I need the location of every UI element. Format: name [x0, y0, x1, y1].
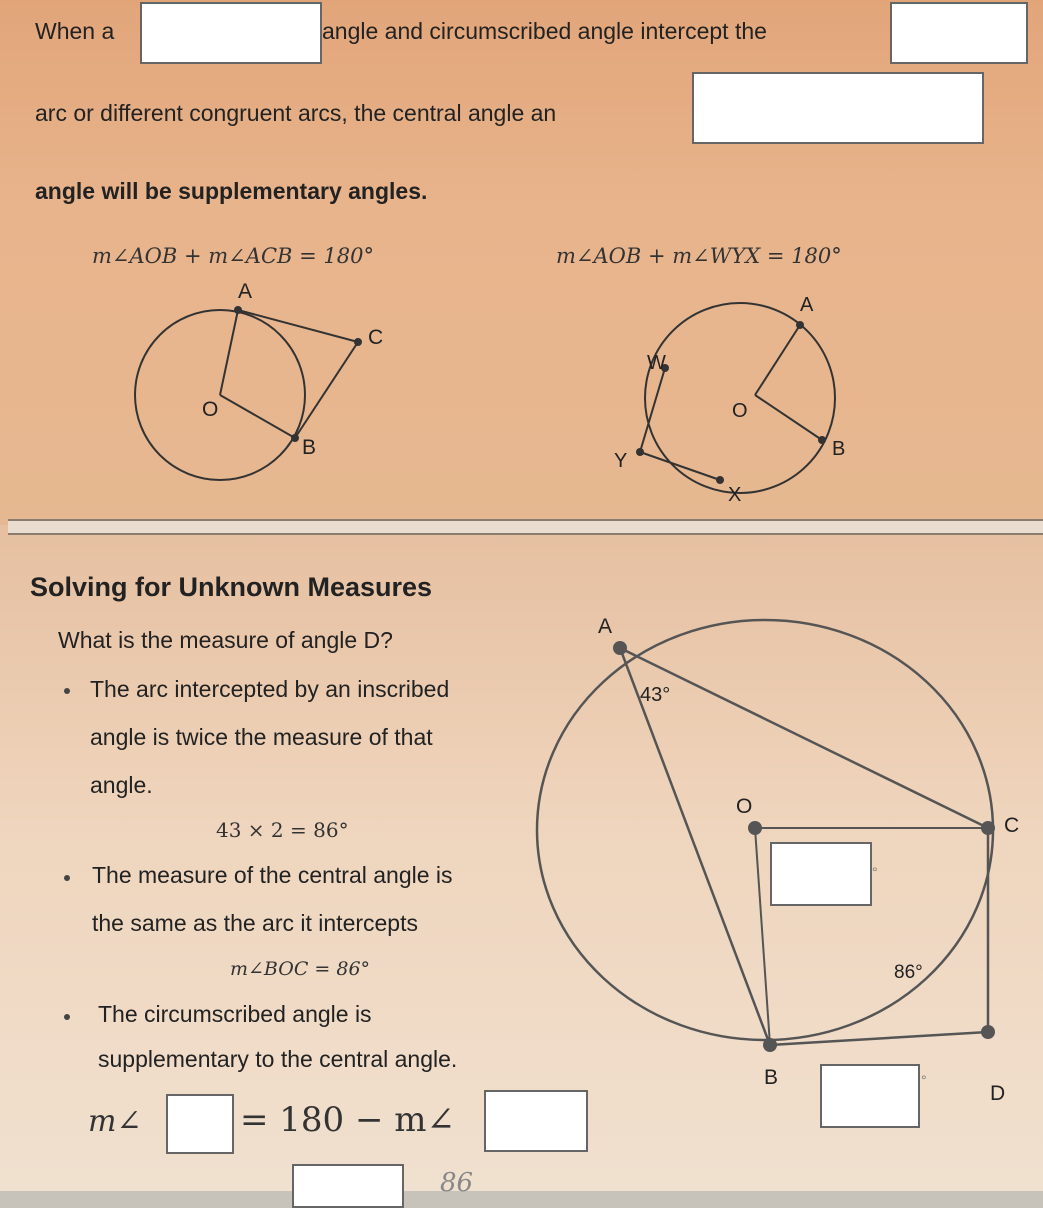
figure1-diagram: [135, 306, 362, 480]
intro-text-1a: When a: [35, 18, 115, 44]
bullet1-line3: angle.: [90, 772, 153, 798]
fig3-point-a: [613, 641, 627, 655]
equation-left: m∠: [88, 1104, 142, 1139]
fig2-tangent-wy: [640, 368, 665, 452]
fig2-label-a: A: [800, 294, 814, 316]
fig2-point-a: [796, 321, 804, 329]
fig2-label-x: X: [728, 484, 742, 506]
answer-central-angle-input[interactable]: [484, 1090, 588, 1152]
bullet-1: [64, 688, 70, 694]
fig1-label-b: B: [302, 436, 317, 459]
fig3-chord-ab: [620, 648, 770, 1045]
fig3-chord-ac: [620, 648, 988, 828]
fig2-label-y: Y: [614, 450, 628, 472]
fig3-label-d: D: [990, 1082, 1006, 1105]
fig2-point-y: [636, 448, 644, 456]
angle-d-answer-input[interactable]: [820, 1064, 920, 1128]
degree-mark-d: °: [921, 1072, 927, 1088]
fig1-label-o: O: [202, 398, 219, 421]
fig2-label-w: W: [647, 352, 666, 374]
fig2-tangent-yx: [640, 452, 720, 480]
fig3-point-d: [981, 1025, 995, 1039]
fig1-label-a: A: [238, 280, 253, 303]
fig2-radius-ob: [755, 395, 822, 440]
equation-mid: = 180 − m∠: [240, 1100, 456, 1140]
fig1-tangent-ac: [238, 310, 358, 342]
bullet-2: [64, 875, 70, 881]
fig3-angle-a-value: 43°: [640, 684, 671, 706]
intro-text-3: angle will be supplementary angles.: [35, 178, 428, 204]
equation-bottom-partial: 86: [440, 1168, 474, 1198]
fig1-label-c: C: [368, 326, 384, 349]
figure3-diagram: [537, 620, 995, 1052]
answer-result-input[interactable]: [292, 1164, 404, 1208]
fig2-radius-oa: [755, 325, 800, 395]
fig3-point-c: [981, 821, 995, 835]
bullet3-line1: The circumscribed angle is: [98, 1001, 372, 1027]
fig3-label-b: B: [764, 1066, 779, 1089]
fig1-radius-oa: [220, 310, 238, 395]
fig2-label-o: O: [732, 400, 748, 422]
bullet1-line1: The arc intercepted by an inscribed: [90, 676, 450, 702]
calc-43x2: 43 × 2 = 86°: [216, 818, 349, 842]
bullet2-line1: The measure of the central angle is: [92, 862, 453, 888]
answer-angle-input[interactable]: [166, 1094, 234, 1154]
fig1-radius-ob: [220, 395, 295, 438]
fig2-point-b: [818, 436, 826, 444]
fig1-point-a: [234, 306, 242, 314]
fig3-label-a: A: [598, 615, 613, 638]
fig2-label-b: B: [832, 438, 846, 460]
fig3-point-o: [748, 821, 762, 835]
calc-boc: m∠BOC = 86°: [230, 958, 371, 980]
bullet2-line2: the same as the arc it intercepts: [92, 910, 418, 936]
formula-aob-wyx: m∠AOB + m∠WYX = 180°: [556, 244, 842, 268]
bullet-3: [64, 1014, 70, 1020]
fig3-arc-bc-value: 86°: [894, 962, 923, 983]
fig3-tangent-bd: [770, 1032, 988, 1045]
bullet1-line2: angle is twice the measure of that: [90, 724, 433, 750]
fig3-point-b: [763, 1038, 777, 1052]
fig3-label-o: O: [736, 795, 753, 818]
fig3-label-c: C: [1004, 814, 1020, 837]
fig1-point-c: [354, 338, 362, 346]
degree-mark-central: °: [872, 864, 878, 880]
fig1-point-b: [291, 434, 299, 442]
bullet3-line2: supplementary to the central angle.: [98, 1046, 458, 1072]
formula-aob-acb: m∠AOB + m∠ACB = 180°: [92, 244, 374, 268]
question-text: What is the measure of angle D?: [58, 627, 393, 653]
section-title: Solving for Unknown Measures: [30, 572, 433, 602]
intro-text-2: arc or different congruent arcs, the central angle an: [35, 100, 557, 126]
intro-text-1b: angle and circumscribed angle intercept the: [322, 18, 767, 44]
fig2-point-x: [716, 476, 724, 484]
central-angle-answer-input[interactable]: [770, 842, 872, 906]
figure2-diagram: [636, 303, 835, 493]
